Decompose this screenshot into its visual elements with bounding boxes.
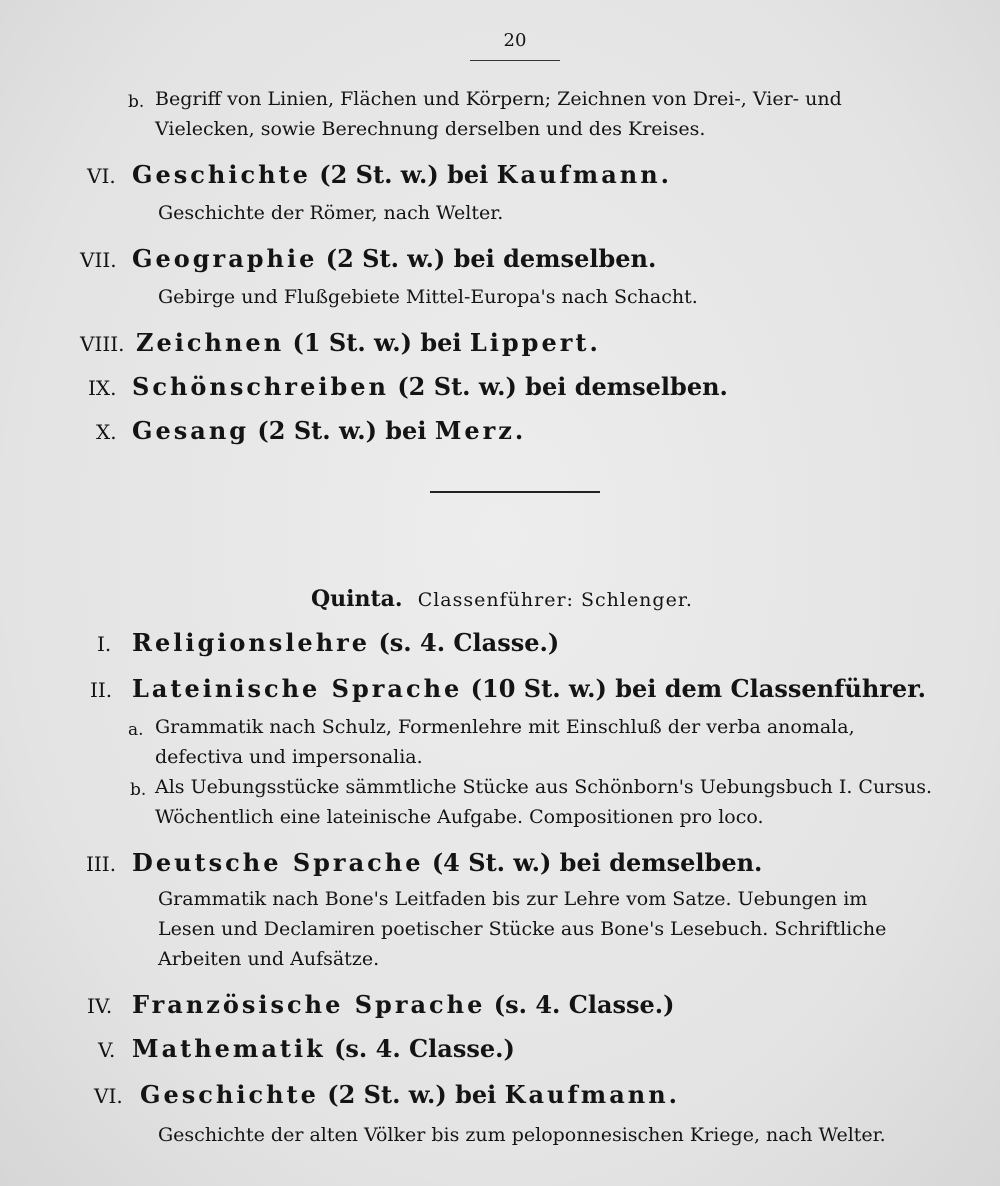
q2-rest: (10 St. w.) bei dem Classenführer. [470,674,926,703]
q6-rest: (2 St. w.) bei [327,1080,497,1109]
q2-item-a-label: a. [128,720,144,740]
q3-heading [132,848,762,877]
page-number: 20 [503,30,527,51]
section-x-title: Gesang [132,416,250,445]
section-vii-rest: (2 St. w.) bei demselben. [325,244,657,273]
q1-title: Religionslehre [132,628,371,657]
page-number-rule [470,60,560,61]
section-x-rest: (2 St. w.) bei [257,416,427,445]
top-b-line2: Vielecken, sowie Berechnung derselben und des Kreises. [155,118,706,140]
quinta-title: Quinta. [311,586,403,612]
section-vii-heading [132,244,656,273]
item-label-b: b. [128,92,145,112]
section-vi-teacher: Kaufmann. [496,160,673,189]
section-separator [430,491,600,493]
q6-number: VI. [94,1084,123,1108]
q1-heading [132,628,559,657]
q4-rest: (s. 4. Classe.) [493,990,675,1019]
section-vii-number: VII. [80,248,117,272]
q1-number: I. [97,632,112,656]
section-ix-title: Schönschreiben [132,372,389,401]
q4-heading [132,990,675,1019]
section-ix-rest: (2 St. w.) bei demselben. [397,372,728,401]
section-x-number: X. [96,420,117,444]
q3-rest: (4 St. w.) bei demselben. [431,848,763,877]
q5-number: V. [98,1038,116,1062]
q1-rest: (s. 4. Classe.) [378,628,560,657]
q2-item-b-line2: Wöchentlich eine lateinische Aufgabe. Compositionen pro loco. [155,806,764,828]
section-vi-heading [132,160,672,189]
q5-heading [132,1034,515,1063]
section-viii-heading [136,328,601,357]
section-viii-title: Zeichnen [136,328,285,357]
section-vii-detail: Gebirge und Flußgebiete Mittel-Europa's nach Schacht. [158,286,698,308]
q4-title: Französische Sprache [132,990,486,1019]
q4-number: IV. [87,994,113,1018]
section-vi-rest: (2 St. w.) bei [319,160,489,189]
q6-detail: Geschichte der alten Völker bis zum peloponnesischen Kriege, nach Welter. [158,1124,886,1146]
section-vi-detail: Geschichte der Römer, nach Welter. [158,202,504,224]
section-vii-title: Geographie [132,244,318,273]
q3-number: III. [86,852,117,876]
section-ix-heading [132,372,728,401]
quinta-class-leader: Classenführer: Schlenger. [417,589,693,611]
section-x-teacher: Merz. [434,416,527,445]
section-viii-rest: (1 St. w.) bei [292,328,462,357]
section-ix-number: IX. [88,376,117,400]
q2-item-b-label: b. [130,780,147,800]
q3-title: Deutsche Sprache [132,848,424,877]
q2-item-a-line1: Grammatik nach Schulz, Formenlehre mit Einschluß der verba anomala, [155,716,855,738]
q2-item-a-line2: defectiva und impersonalia. [155,746,423,768]
q3-line3: Arbeiten und Aufsätze. [158,948,380,970]
section-viii-teacher: Lippert. [469,328,601,357]
q6-heading [140,1080,680,1109]
top-b-line1: Begriff von Linien, Flächen und Körpern; Zeichnen von Drei-, Vier- und [155,88,842,110]
quinta-heading [311,586,693,612]
q3-line2: Lesen und Declamiren poetischer Stücke aus Bone's Lesebuch. Schriftliche [158,918,887,940]
q5-title: Mathematik [132,1034,326,1063]
q5-rest: (s. 4. Classe.) [334,1034,515,1063]
q6-teacher: Kaufmann. [504,1080,681,1109]
section-x-heading [132,416,526,445]
section-vi-number: VI. [87,164,116,188]
q2-heading [132,674,926,703]
section-vi-title: Geschichte [132,160,311,189]
q3-line1: Grammatik nach Bone's Leitfaden bis zur Lehre vom Satze. Uebungen im [158,888,868,910]
q6-title: Geschichte [140,1080,319,1109]
q2-title: Lateinische Sprache [132,674,463,703]
q2-number: II. [90,678,113,702]
q2-item-b-line1: Als Uebungsstücke sämmtliche Stücke aus Schönborn's Uebungsbuch I. Cursus. [155,776,933,798]
section-viii-number: VIII. [80,332,125,356]
